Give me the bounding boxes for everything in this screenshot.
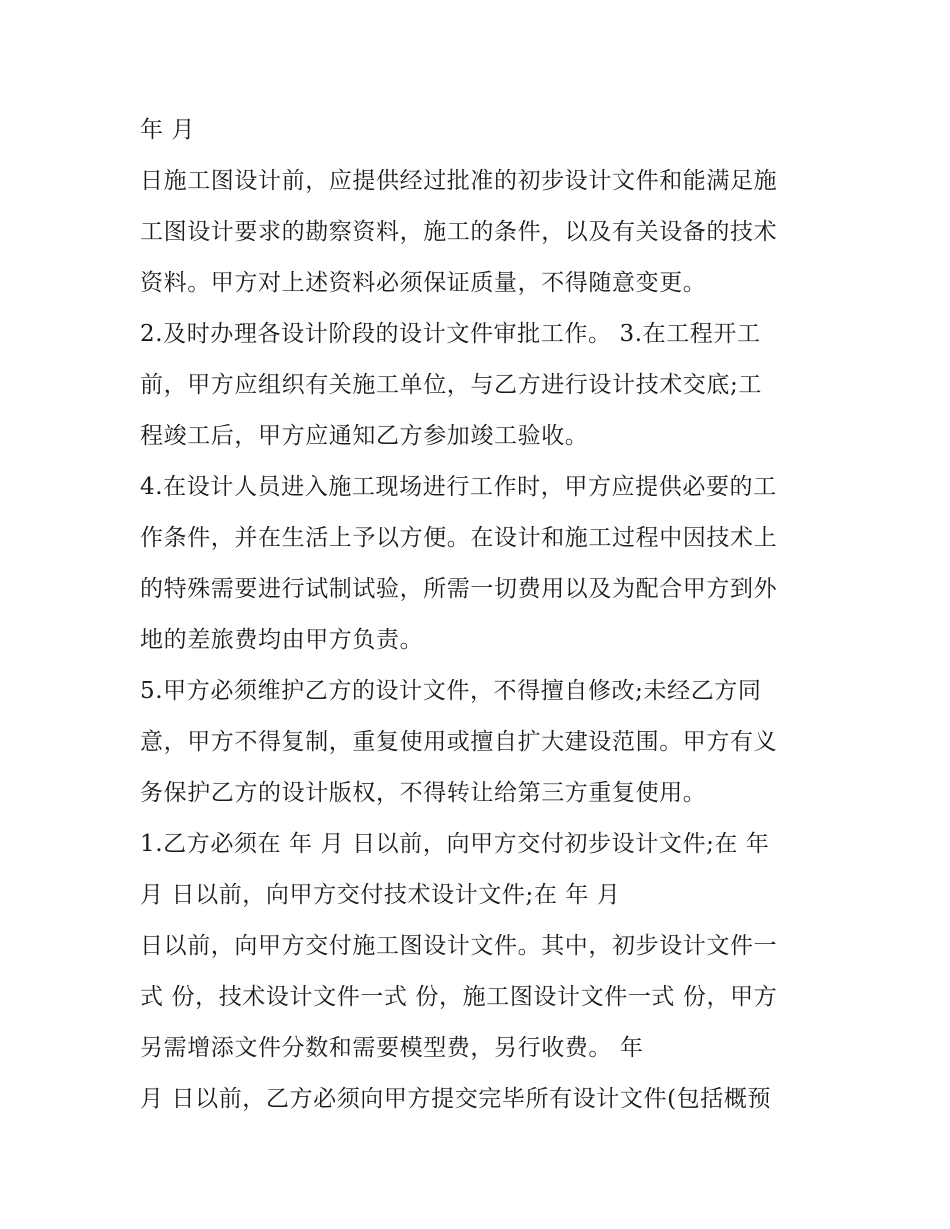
text-line: 日施工图设计前，应提供经过批准的初步设计文件和能满足施 <box>140 168 778 194</box>
text-line: 月 日以前，向甲方交付技术设计文件;在 年 月 <box>140 882 621 908</box>
text-line: 的特殊需要进行试制试验，所需一切费用以及为配合甲方到外 <box>140 576 778 602</box>
text-line: 式 份，技术设计文件一式 份，施工图设计文件一式 份，甲方 <box>140 984 778 1010</box>
text-line: 4.在设计人员进入施工现场进行工作时，甲方应提供必要的工 <box>140 474 777 500</box>
text-line: 资料。甲方对上述资料必须保证质量，不得随意变更。 <box>140 270 707 296</box>
text-line: 年 月 <box>140 117 196 143</box>
text-line: 月 日以前，乙方必须向甲方提交完毕所有设计文件(包括概预 <box>140 1086 772 1112</box>
text-line: 务保护乙方的设计版权，不得转让给第三方重复使用。 <box>140 780 707 806</box>
text-line: 前，甲方应组织有关施工单位，与乙方进行设计技术交底;工 <box>140 372 762 398</box>
text-line: 地的差旅费均由甲方负责。 <box>140 627 424 653</box>
text-line: 程竣工后，甲方应通知乙方参加竣工验收。 <box>140 423 589 449</box>
text-line: 日以前，向甲方交付施工图设计文件。其中，初步设计文件一 <box>140 933 778 959</box>
text-line: 另需增添文件分数和需要模型费，另行收费。 年 <box>140 1035 644 1061</box>
text-line: 5.甲方必须维护乙方的设计文件，不得擅自修改;未经乙方同 <box>140 678 762 704</box>
text-line: 2.及时办理各设计阶段的设计文件审批工作。 3.在工程开工 <box>140 321 761 347</box>
text-line: 意，甲方不得复制，重复使用或擅自扩大建设范围。甲方有义 <box>140 729 778 755</box>
text-line: 工图设计要求的勘察资料，施工的条件，以及有关设备的技术 <box>140 219 778 245</box>
text-line: 1.乙方必须在 年 月 日以前，向甲方交付初步设计文件;在 年 <box>140 831 770 857</box>
document-body <box>140 108 820 1128</box>
text-line: 作条件，并在生活上予以方便。在设计和施工过程中因技术上 <box>140 525 778 551</box>
